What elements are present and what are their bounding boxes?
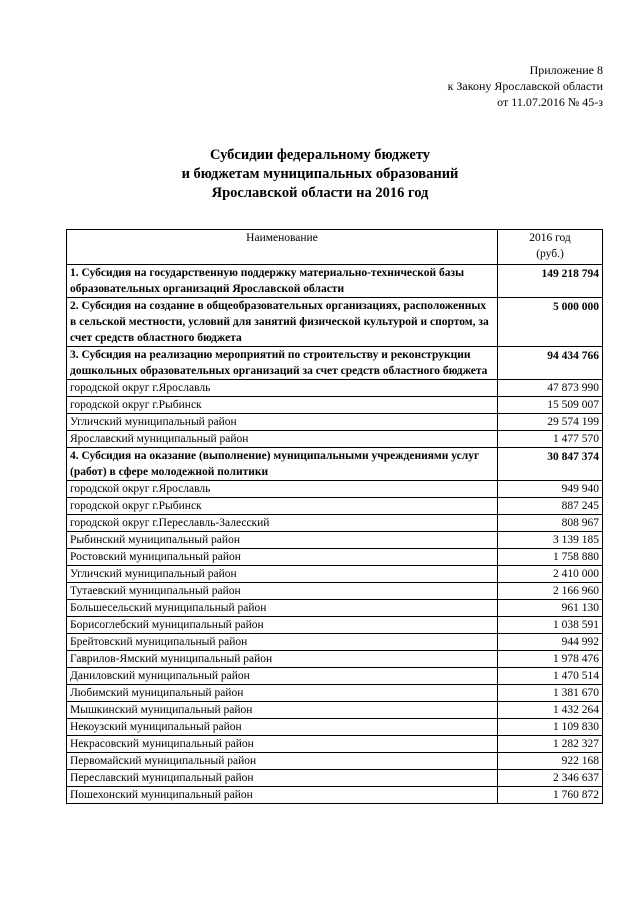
table-row	[67, 515, 603, 532]
table-row	[67, 583, 603, 600]
municipality-name: Рыбинский муниципальный район	[67, 532, 498, 549]
table-row	[67, 702, 603, 719]
table-row	[67, 414, 603, 431]
municipality-amount: 1 760 872	[498, 787, 603, 804]
table-row	[67, 481, 603, 498]
title-line-3: Ярославской области на 2016 год	[211, 185, 429, 201]
column-header-unit: (руб.)	[536, 248, 564, 260]
municipality-amount: 949 940	[498, 481, 603, 498]
municipality-name: городской округ г.Рыбинск	[67, 498, 498, 515]
title-line-2: и бюджетам муниципальных образований	[181, 166, 459, 182]
municipality-amount: 15 509 007	[498, 397, 603, 414]
municipality-name: городской округ г.Переславль-Залесский	[67, 515, 498, 532]
municipality-name: Ростовский муниципальный район	[67, 549, 498, 566]
municipality-amount: 961 130	[498, 600, 603, 617]
section-amount: 30 847 374	[498, 448, 603, 481]
section-title: 3. Субсидия на реализацию мероприятий по строительству и реконструкции дошкольных образовательных организаций за счет средств областного бюджета	[67, 347, 498, 380]
table-row	[67, 651, 603, 668]
municipality-name: Переславский муниципальный район	[67, 770, 498, 787]
section-row	[67, 448, 603, 481]
municipality-name: Первомайский муниципальный район	[67, 753, 498, 770]
municipality-amount: 29 574 199	[498, 414, 603, 431]
municipality-amount: 1 432 264	[498, 702, 603, 719]
municipality-amount: 2 346 637	[498, 770, 603, 787]
title-line-1: Субсидии федеральному бюджету	[209, 147, 431, 163]
municipality-amount: 1 477 570	[498, 431, 603, 448]
municipality-name: Большесельский муниципальный район	[67, 600, 498, 617]
municipality-amount: 3 139 185	[498, 532, 603, 549]
table-row	[67, 736, 603, 753]
municipality-name: Борисоглебский муниципальный район	[67, 617, 498, 634]
table-row	[67, 617, 603, 634]
appendix-reference	[448, 62, 603, 110]
section-title: 4. Субсидия на оказание (выполнение) муниципальными учреждениями услуг (работ) в сфере молодежной политики	[67, 448, 498, 481]
municipality-name: Некоузский муниципальный район	[67, 719, 498, 736]
municipality-name: Угличский муниципальный район	[67, 566, 498, 583]
section-row	[67, 298, 603, 347]
municipality-name: Брейтовский муниципальный район	[67, 634, 498, 651]
municipality-amount: 2 166 960	[498, 583, 603, 600]
table-row	[67, 770, 603, 787]
municipality-name: Мышкинский муниципальный район	[67, 702, 498, 719]
table-row	[67, 380, 603, 397]
section-amount: 94 434 766	[498, 347, 603, 380]
municipality-name: Любимский муниципальный район	[67, 685, 498, 702]
document-title	[0, 146, 640, 203]
municipality-amount: 1 470 514	[498, 668, 603, 685]
municipality-amount: 1 282 327	[498, 736, 603, 753]
appendix-date: от 11.07.2016 № 45-з	[497, 95, 603, 109]
column-header-name: Наименование	[67, 230, 498, 265]
appendix-number: Приложение 8	[529, 63, 603, 77]
table-row	[67, 668, 603, 685]
municipality-name: Гаврилов-Ямский муниципальный район	[67, 651, 498, 668]
table-row	[67, 787, 603, 804]
section-title: 1. Субсидия на государственную поддержку материально-технической базы образовательных организаций Ярославской области	[67, 265, 498, 298]
section-amount: 5 000 000	[498, 298, 603, 347]
table-row	[67, 431, 603, 448]
table-header-row	[67, 230, 603, 265]
municipality-name: городской округ г.Ярославль	[67, 481, 498, 498]
municipality-amount: 1 381 670	[498, 685, 603, 702]
municipality-amount: 1 978 476	[498, 651, 603, 668]
municipality-name: Некрасовский муниципальный район	[67, 736, 498, 753]
table-row	[67, 753, 603, 770]
column-header-year: 2016 год	[529, 232, 571, 244]
table-row	[67, 549, 603, 566]
table-row	[67, 532, 603, 549]
municipality-name: Даниловский муниципальный район	[67, 668, 498, 685]
subsidies-table	[66, 229, 603, 804]
municipality-name: Пошехонский муниципальный район	[67, 787, 498, 804]
municipality-name: городской округ г.Ярославль	[67, 380, 498, 397]
municipality-name: Тутаевский муниципальный район	[67, 583, 498, 600]
municipality-amount: 922 168	[498, 753, 603, 770]
table-row	[67, 566, 603, 583]
municipality-amount: 1 038 591	[498, 617, 603, 634]
table-row	[67, 600, 603, 617]
section-title: 2. Субсидия на создание в общеобразовательных организациях, расположенных в сельской местности, условий для занятий физической культурой и спортом, за счет средств областного бюджета	[67, 298, 498, 347]
municipality-name: Угличский муниципальный район	[67, 414, 498, 431]
table-row	[67, 397, 603, 414]
section-amount: 149 218 794	[498, 265, 603, 298]
municipality-amount: 1 758 880	[498, 549, 603, 566]
column-header-amount	[498, 230, 603, 265]
municipality-name: Ярославский муниципальный район	[67, 431, 498, 448]
table-row	[67, 634, 603, 651]
table-row	[67, 498, 603, 515]
municipality-amount: 944 992	[498, 634, 603, 651]
municipality-amount: 47 873 990	[498, 380, 603, 397]
municipality-name: городской округ г.Рыбинск	[67, 397, 498, 414]
table-row	[67, 719, 603, 736]
municipality-amount: 2 410 000	[498, 566, 603, 583]
municipality-amount: 808 967	[498, 515, 603, 532]
table-row	[67, 685, 603, 702]
municipality-amount: 1 109 830	[498, 719, 603, 736]
municipality-amount: 887 245	[498, 498, 603, 515]
section-row	[67, 265, 603, 298]
appendix-law: к Закону Ярославской области	[447, 79, 603, 93]
section-row	[67, 347, 603, 380]
